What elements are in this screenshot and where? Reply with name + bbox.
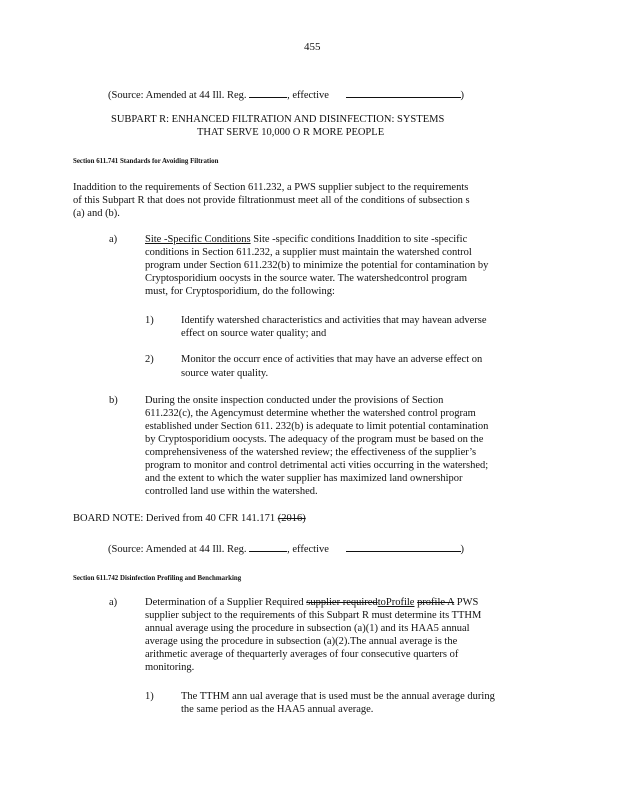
item-label: 2) [145, 354, 154, 365]
item-label: 1) [145, 315, 154, 326]
effective-blank [346, 88, 461, 98]
subsection-line: average using the procedure in subsection (a)(2).The annual average is the [145, 636, 458, 647]
subpart-title-line-1: SUBPART R: ENHANCED FILTRATION AND DISINFECTION: SYSTEMS [111, 114, 445, 125]
subsection-line: established under Section 611. 232(b) is adequate to limit potential contamination [145, 421, 489, 432]
subsection-line: Cryptosporidium oocysts in the source water. The watershedcontrol program [145, 273, 468, 284]
section-intro-line: of this Subpart R that does not provide filtrationmust meet all of the conditions of subsection s [73, 195, 470, 206]
subsection-line: controlled land use within the watershed. [145, 486, 318, 497]
item-line: effect on source water quality; and [181, 328, 327, 339]
subpart-title-line-2: THAT SERVE 10,000 O R MORE PEOPLE [197, 127, 385, 138]
source-suffix: ) [460, 90, 465, 101]
item-line: the same period as the HAA5 annual average. [181, 704, 374, 715]
source-suffix: ) [460, 544, 465, 555]
subsection-line: During the onsite inspection conducted under the provisions of Section [145, 395, 444, 406]
section-heading: Section 611.741 Standards for Avoiding Filtration [73, 156, 219, 165]
reg-blank [249, 542, 287, 552]
struck-text: supplier required [306, 597, 378, 608]
item-line: Identify watershed characteristics and activities that may havean adverse [181, 315, 487, 326]
effective-blank [346, 542, 461, 552]
subsection-label: b) [109, 395, 118, 406]
subsection-line: annual average using the procedure in subsection (a)(1) and its HAA5 annual [145, 623, 470, 634]
subsection-a-first-line [145, 596, 478, 609]
subsection-line: comprehensiveness of the watershed review; the effectiveness of the supplier’s [145, 447, 477, 458]
source-mid: , effective [287, 544, 329, 555]
source-note [108, 542, 464, 556]
subsection-heading: Site -Specific Conditions [145, 234, 251, 245]
section-intro-line: Inaddition to the requirements of Section 611.232, a PWS supplier subject to the requirements [73, 182, 469, 193]
subsection-line: 611.232(c), the Agencymust determine whether the watershed control program [145, 408, 476, 419]
page-number: 455 [304, 41, 321, 53]
subsection-label: a) [109, 234, 118, 245]
subsection-a-first-line [145, 233, 467, 246]
subsection-text: Site -specific conditions Inaddition to site -specific [250, 234, 468, 245]
source-prefix: (Source: Amended at 44 Ill. Reg. [108, 544, 247, 555]
board-note-struck: (2016) [277, 513, 306, 524]
item-line: source water quality. [181, 368, 269, 379]
section-heading: Section 611.742 Disinfection Profiling and Benchmarking [73, 573, 242, 582]
item-label: 1) [145, 691, 154, 702]
subsection-line: by Cryptosporidium oocysts. The adequacy of the program must be based on the [145, 434, 484, 445]
subsection-line: must, for Cryptosporidium, do the following: [145, 286, 335, 297]
reg-blank [249, 88, 287, 98]
subsection-line: supplier subject to the requirements of this Subpart R must determine its TTHM [145, 610, 482, 621]
subsection-text: PWS [454, 597, 479, 608]
subsection-line: program to monitor and control detrimental acti vities occurring in the watershed; [145, 460, 489, 471]
board-note [73, 512, 306, 525]
subsection-line: arithmetic average of thequarterly averages of four consecutive quarters of [145, 649, 459, 660]
item-line: Monitor the occurr ence of activities that may have an adverse effect on [181, 354, 483, 365]
subsection-label: a) [109, 597, 118, 608]
subsection-text: Determination of a Supplier Required [145, 597, 304, 608]
item-line: The TTHM ann ual average that is used must be the annual average during [181, 691, 495, 702]
inserted-text: toProfile [377, 597, 415, 608]
source-note [108, 88, 464, 102]
board-note-text: BOARD NOTE: Derived from 40 CFR 141.171 [73, 513, 276, 524]
subsection-line: conditions in Section 611.232, a supplier must maintain the watershed control [145, 247, 472, 258]
subsection-line: monitoring. [145, 662, 195, 673]
section-intro-line: (a) and (b). [73, 208, 120, 219]
subsection-line: program under Section 611.232(b) to minimize the potential for contamination by [145, 260, 489, 271]
subsection-line: and the extent to which the water supplier has maximized land ownershipor [145, 473, 463, 484]
source-prefix: (Source: Amended at 44 Ill. Reg. [108, 90, 247, 101]
struck-text: profile A [417, 597, 455, 608]
source-mid: , effective [287, 90, 329, 101]
